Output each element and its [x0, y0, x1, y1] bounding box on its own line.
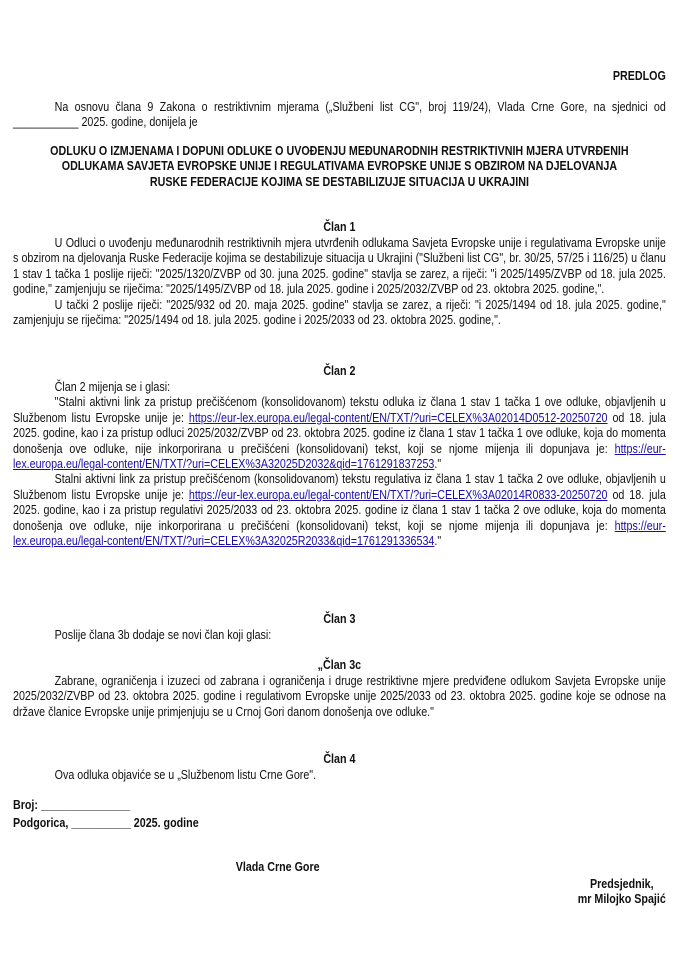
text: Stalni aktivni link za pristup prečišćenom (konsolidovanom) tekstu regulativa iz člana 1 stav 1 tačka 2 ove odluke, objavljenih u Službenom listu Evropske unije je: — [13, 472, 666, 502]
article-3c-heading: „Član 3c — [317, 658, 362, 672]
text: ." — [434, 534, 442, 549]
eur-lex-link[interactable]: https://eur-lex.europa.eu/legal-content/EN/TXT/?uri=CELEX%3A32025R2033&qid=1761291336534 — [13, 518, 666, 549]
article-1-body — [13, 236, 666, 328]
text: od 18. jula 2025. godine, kao i za pristup odluci 2025/2032/ZVBP od 23. oktobra 2025. godine iz člana 1 stav 1 tačka 1 ove odluke, koja do momenta donošenja ove odluke, nije inkorporirana u prečišćeni (konsolidovani) tekst, koji se njome mijenja ili dopunjava je: — [13, 410, 666, 456]
government-name: Vlada Crne Gore — [235, 860, 320, 874]
article-1-paragraph: U Odluci o uvođenju međunarodnih restriktivnih mjera utvrđenih odlukama Savjeta Evropske unije i regulativama Evropske unije s obzirom na djelovanja Ruske Federacije kojima se destabilizuje situacija u Ukrajini ("Službeni list CG", br. 30/25, 57/25 i 116/25) u članu 1 stav 1 tačka 1 poslije riječi: "2025/1320/ZVBP od 30. juna 2025. godine" stavlja se zarez, a riječi: "i 2025/1495/ZVBP od 18. jula 2025. godine," zamjenjuju se riječima: "2025/1495/ZVBP od 18. jula 2025. godine i 2025/2032/ZVBP od 23. oktobra 2025. godine,". — [13, 236, 666, 297]
text: "Stalni aktivni link za pristup prečišćenom (konsolidovanom) tekstu odluka iz člana 1 stav 1 tačka 1 ove odluke, objavljenih u Službenom listu Evropske unije je: — [13, 395, 666, 425]
eur-lex-link[interactable]: https://eur-lex.europa.eu/legal-content/EN/TXT/?uri=CELEX%3A32025D2032&qid=1761291837253 — [13, 441, 666, 472]
article-2-paragraph — [13, 395, 666, 472]
text: od 18. jula 2025. godine, kao i za pristup regulativi 2025/2033 od 23. oktobra 2025. godine iz člana 1 stav 1 tačka 2 ove odluke, koja do momenta donošenja ove odluke, nije inkorporirana u prečišćeni (konsolidovani) tekst, koji se njome mijenja ili dopunjava je: — [13, 487, 666, 533]
article-2-paragraph — [13, 472, 666, 549]
reference-number: Broj: _______________ — [13, 798, 131, 812]
signer-block — [578, 877, 666, 908]
signer-name: mr Milojko Spajić — [577, 892, 666, 907]
eur-lex-link[interactable]: https://eur-lex.europa.eu/legal-content/EN/TXT/?uri=CELEX%3A02014R0833-20250720 — [188, 487, 608, 502]
article-1-paragraph: U tački 2 poslije riječi: "2025/932 od 20. maja 2025. godine" stavlja se zarez, a riječi: "i 2025/1494 od 18. jula 2025. godine," zamjenjuju se riječima: "2025/1494 od 18. jula 2025. godine i 2025/2033 od 23. oktobra 2025. godine,". — [13, 297, 666, 328]
draft-label: PREDLOG — [612, 69, 666, 83]
article-2-heading: Član 2 — [323, 364, 356, 378]
document-title: ODLUKU O IZMJENAMA I DOPUNI ODLUKE O UVOĐENJU MEĐUNARODNIH RESTRIKTIVNIH MJERA UTVRĐENIH ODLUKAMA SAVJETA EVROPSKE UNIJE I REGULATIVAMA EVROPSKE UNIJE S OBZIROM NA DJELOVANJA RUSKE FEDERACIJE KOJIMA SE DESTABILIZUJE SITUACIJA U UKRAJINI — [50, 144, 629, 189]
article-3-heading: Član 3 — [323, 612, 356, 626]
place-date: Podgorica, __________ 2025. godine — [13, 816, 199, 830]
article-3c-body: Zabrane, ograničenja i izuzeci od zabrana i ograničenja i druge restriktivne mjere predviđene odlukom Savjeta Evropske unije 2025/2032/ZVBP od 23. oktobra 2025. godine i regulativom Evropske unije 2025/2033 od 23. oktobra 2025. godine koje se odnose na države članice Evropske unije primjenjuju se u Crnoj Gori danom donošenja ove odluke." — [13, 674, 666, 719]
article-3-intro: Poslije člana 3b dodaje se novi član koji glasi: — [54, 628, 272, 642]
article-4-heading: Član 4 — [323, 752, 356, 766]
signer-title — [13, 877, 666, 908]
eur-lex-link[interactable]: https://eur-lex.europa.eu/legal-content/EN/TXT/?uri=CELEX%3A02014D0512-20250720 — [188, 410, 608, 425]
signer-title-text: Predsjednik, — [589, 877, 654, 891]
preamble: Na osnovu člana 9 Zakona o restriktivnim mjerama („Službeni list CG", broj 119/24), Vlada Crne Gore, na sjednici od ___________ 2025. godine, donijela je — [13, 100, 666, 130]
article-1-heading: Član 1 — [323, 220, 356, 234]
text: ." — [434, 457, 442, 472]
article-2-intro: Član 2 mijenja se i glasi: — [54, 380, 171, 394]
article-4-body: Ova odluka objaviće se u „Službenom listu Crne Gore". — [54, 768, 317, 782]
article-2-body — [13, 380, 666, 549]
